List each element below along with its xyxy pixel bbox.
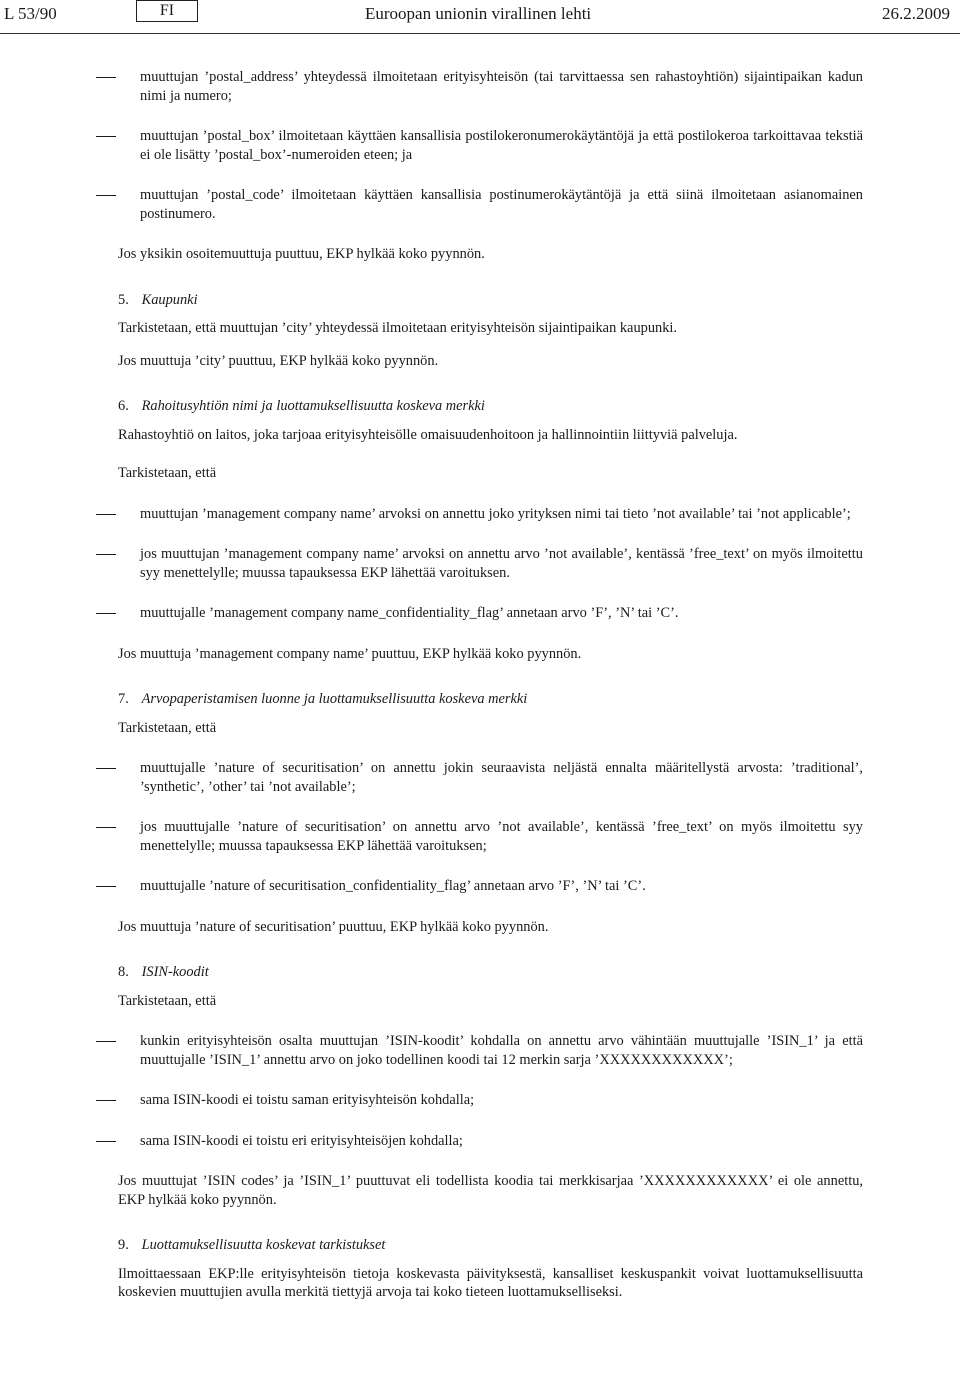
dash-marker [96, 77, 116, 78]
list-item: kunkin erityisyhteisön osalta muuttujan ’ISIN-koodit’ kohdalla on annettu arvo vähintään muuttujalle ’ISIN_1’ ja että muuttujalle ’ISIN_1’ annettu arvo on joko todellinen koodi tai 12 merkin sarja ’XXXXXXXXXXXX’; [118, 1032, 863, 1069]
section-title: Kaupunki [141, 291, 198, 308]
document-body [118, 68, 863, 1302]
paragraph: Jos yksikin osoitemuuttuja puuttuu, EKP hylkää koko pyynnön. [118, 246, 485, 262]
section-number: 9. [118, 1237, 129, 1253]
paragraph: Jos muuttuja ’management company name’ puuttuu, EKP hylkää koko pyynnön. [118, 645, 582, 662]
paragraph: Jos muuttujat ’ISIN codes’ ja ’ISIN_1’ puuttuvat eli todellista koodia tai merkkisarjaa ’XXXXXXXXXXXX’ ei ole annettu, EKP hylkää koko pyynnön. [118, 1173, 863, 1208]
dash-marker [96, 195, 116, 196]
language-code-box: FI [136, 0, 198, 22]
list-item: muuttujan ’postal_box’ ilmoitetaan käyttäen kansallisia postilokeronumerokäytäntöjä ja että postilokeroa tarkoittavaa tekstiä ei ole lisätty ’postal_box’-numeroiden eteen; ja [118, 127, 863, 164]
section-heading [118, 397, 863, 416]
dash-marker [96, 554, 116, 555]
paragraph: Tarkistetaan, että [118, 719, 217, 736]
list-item: sama ISIN-koodi ei toistu saman erityisyhteisön kohdalla; [118, 1091, 863, 1110]
section-number: 5. [118, 291, 129, 308]
paragraph: Tarkistetaan, että [118, 992, 217, 1009]
dash-marker [96, 613, 116, 614]
dash-marker [96, 136, 116, 137]
header-divider [0, 33, 960, 34]
list-item: jos muuttujalle ’nature of securitisation’ on annettu arvo ’not available’, kentässä ’free_text’ on myös ilmoitettu syy menettelylle; muussa tapauksessa EKP lähettää varoituksen; [118, 818, 863, 855]
journal-title: Euroopan unionin virallinen lehti [365, 4, 592, 23]
page-reference: L 53/90 [4, 4, 57, 23]
dash-marker [96, 886, 116, 887]
dash-marker [96, 514, 116, 515]
list-item: sama ISIN-koodi ei toistu eri erityisyhteisöjen kohdalla; [118, 1132, 863, 1151]
section-heading [118, 963, 863, 982]
dash-marker [96, 1100, 116, 1101]
list-item: jos muuttujan ’management company name’ arvoksi on annettu arvo ’not available’, kentässä ’free_text’ on myös ilmoitettu syy menettelylle; muussa tapauksessa EKP lähettää varoituksen. [118, 545, 863, 582]
section-number: 7. [118, 691, 129, 707]
publication-date: 26.2.2009 [882, 4, 950, 23]
section-heading [118, 690, 863, 709]
list-item: muuttujalle ’management company name_confidentiality_flag’ annetaan arvo ’F’, ’N’ tai ’C’. [118, 604, 863, 623]
paragraph: Ilmoittaessaan EKP:lle erityisyhteisön tietoja koskevasta päivityksestä, kansalliset keskuspankit voivat luottamuksellisuutta koskevien muuttujien avulla merkitä tiettyjä arvoja tai koko tieteen luottamukselliseksi. [118, 1265, 863, 1300]
page-header [0, 0, 960, 34]
list-item: muuttujan ’management company name’ arvoksi on annettu joko yrityksen nimi tai tieto ’not available’ tai ’not applicable’; [118, 505, 863, 524]
paragraph: Jos muuttuja ’nature of securitisation’ puuttuu, EKP hylkää koko pyynnön. [118, 918, 549, 935]
list-item: muuttujalle ’nature of securitisation’ on annettu jokin seuraavista neljästä ennalta määritellystä arvosta: ’traditional’, ’synthetic’, ’other’ tai ’not available’; [118, 759, 863, 796]
dash-marker [96, 1041, 116, 1042]
paragraph: Tarkistetaan, että [118, 465, 217, 481]
paragraph: Rahastoyhtiö on laitos, joka tarjoaa erityisyhteisölle omaisuudenhoitoon ja hallinnointiin liittyviä palveluja. [118, 426, 738, 443]
dash-marker [96, 1141, 116, 1142]
list-item: muuttujalle ’nature of securitisation_confidentiality_flag’ annetaan arvo ’F’, ’N’ tai ’C’. [118, 877, 863, 896]
section-title: Rahoitusyhtiön nimi ja luottamuksellisuutta koskeva merkki [141, 398, 485, 414]
section-heading [118, 291, 863, 310]
section-number: 8. [118, 964, 129, 980]
paragraph: Tarkistetaan, että muuttujan ’city’ yhteydessä ilmoitetaan erityisyhteisön sijaintipaikan kaupunki. [118, 320, 678, 336]
section-heading [118, 1236, 863, 1255]
list-item: muuttujan ’postal_code’ ilmoitetaan käyttäen kansallisia postinumerokäytäntöjä ja että siinä ilmoitetaan asianomainen postinumero. [118, 186, 863, 223]
dash-marker [96, 827, 116, 828]
paragraph: Jos muuttuja ’city’ puuttuu, EKP hylkää koko pyynnön. [118, 352, 439, 369]
list-item: muuttujan ’postal_address’ yhteydessä ilmoitetaan erityisyhteisön (tai tarvittaessa sen rahastoyhtiön) sijaintipaikan kadun nimi ja numero; [118, 68, 863, 105]
dash-marker [96, 768, 116, 769]
section-title: Arvopaperistamisen luonne ja luottamuksellisuutta koskeva merkki [141, 691, 528, 707]
section-number: 6. [118, 398, 129, 414]
section-title: Luottamuksellisuutta koskevat tarkistukset [141, 1237, 386, 1253]
section-title: ISIN-koodit [141, 964, 209, 980]
